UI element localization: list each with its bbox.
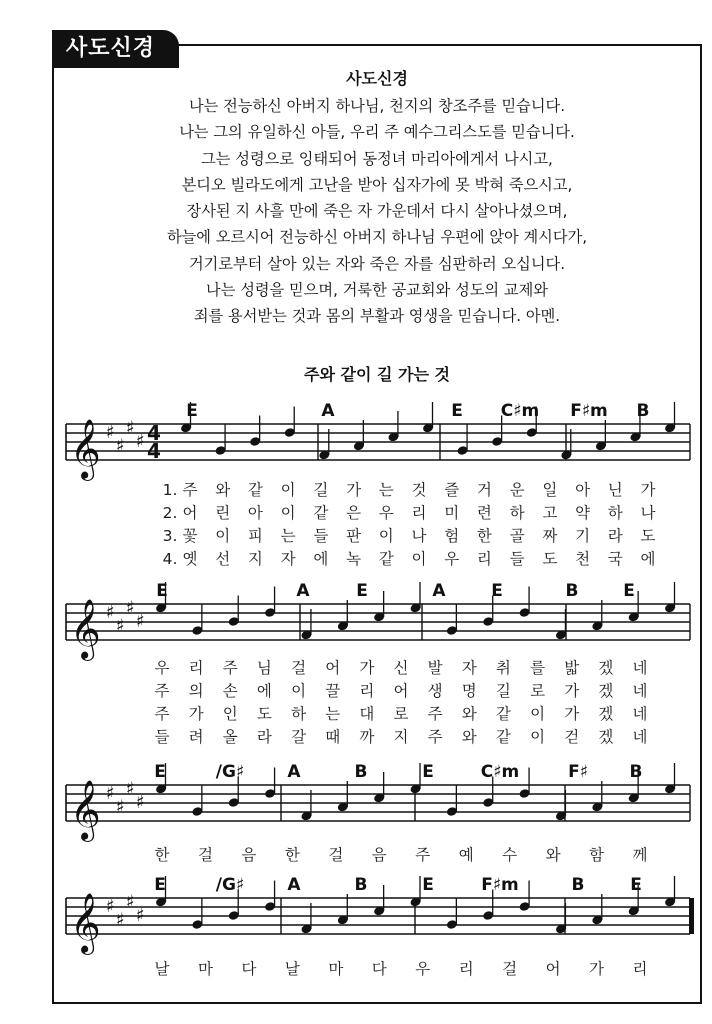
creed-line: 장사된 지 사흘 만에 죽은 자 가운데서 다시 살아나셨으며, bbox=[186, 202, 568, 221]
lyric-syllable: 겠 bbox=[598, 659, 614, 677]
lyric-syllable: 이 bbox=[530, 705, 546, 723]
lyric-syllable: 녹 bbox=[346, 550, 362, 568]
song-title: 주와 같이 길 가는 것 bbox=[304, 365, 450, 384]
lyric-syllable: 겠 bbox=[598, 682, 614, 700]
lyric-syllable: 로 bbox=[393, 705, 409, 723]
lyric-syllable: 수 bbox=[502, 846, 518, 864]
lyric-syllable: 에 bbox=[256, 682, 272, 700]
lyric-syllable: 이 bbox=[280, 481, 296, 499]
chord-symbol: A bbox=[432, 581, 446, 601]
lyric-syllable: 닌 bbox=[607, 481, 623, 499]
lyric-syllable: 로 bbox=[530, 682, 546, 700]
lyric-syllable: 가 bbox=[589, 960, 605, 978]
final-barline bbox=[689, 898, 694, 934]
lyric-syllable: 기 bbox=[575, 527, 591, 545]
lyric-syllable: 이 bbox=[215, 527, 231, 545]
chord-symbol: /G♯ bbox=[215, 762, 245, 782]
sharp-icon: ♯ bbox=[106, 783, 115, 804]
lyric-syllable: 들 bbox=[154, 728, 170, 746]
lyric-syllable: 이 bbox=[280, 504, 296, 522]
chord-symbol: C♯m bbox=[500, 401, 540, 421]
lyric-syllable: 끌 bbox=[325, 682, 341, 700]
lyric-syllable: 한 bbox=[476, 527, 492, 545]
chord-symbol: E bbox=[186, 401, 198, 421]
sharp-icon: ♯ bbox=[136, 431, 145, 452]
lyric-syllable: 는 bbox=[280, 527, 296, 545]
lyric-syllable: 같 bbox=[247, 481, 263, 499]
lyric-syllable: 같 bbox=[495, 728, 511, 746]
lyric-syllable: 가 bbox=[359, 659, 375, 677]
lyric-syllable: 어 bbox=[393, 682, 409, 700]
time-signature-digit: 4 bbox=[147, 439, 161, 463]
lyric-syllable: 걸 bbox=[328, 846, 344, 864]
lyric-syllable: 다 bbox=[241, 960, 257, 978]
lyric-syllable: 하 bbox=[291, 705, 307, 723]
lyric-syllable: 손 bbox=[222, 682, 238, 700]
lyric-syllable: 네 bbox=[632, 682, 648, 700]
lyric-syllable: 마 bbox=[197, 960, 213, 978]
lyric-syllable: 다 bbox=[371, 960, 387, 978]
lyric-syllable: 와 bbox=[461, 728, 477, 746]
lyric-syllable: 에 bbox=[640, 550, 656, 568]
lyric-syllable: 리 bbox=[632, 960, 648, 978]
lyric-syllable: 한 bbox=[154, 846, 170, 864]
lyric-syllable: 날 bbox=[284, 960, 300, 978]
chord-symbol: A bbox=[287, 762, 301, 782]
lyric-syllable: 라 bbox=[256, 728, 272, 746]
lyric-syllable: 에 bbox=[313, 550, 329, 568]
lyric-syllable: 걸 bbox=[197, 846, 213, 864]
sharp-icon: ♯ bbox=[116, 909, 125, 931]
lyric-syllable: 린 bbox=[215, 504, 231, 522]
lyric-syllable: 인 bbox=[222, 705, 238, 723]
sharp-icon: ♯ bbox=[126, 417, 135, 439]
chord-symbol: E bbox=[623, 581, 635, 601]
lyric-syllable: 자 bbox=[280, 550, 296, 568]
lyric-syllable: 자 bbox=[461, 659, 477, 677]
lyric-syllable: 하 bbox=[509, 504, 525, 522]
chord-symbol: E bbox=[154, 875, 166, 895]
chord-symbol: E bbox=[422, 762, 434, 782]
lyric-syllable: 네 bbox=[632, 705, 648, 723]
lyric-syllable: 리 bbox=[188, 659, 204, 677]
lyric-syllable: 취 bbox=[495, 659, 511, 677]
lyric-syllable: 이 bbox=[291, 682, 307, 700]
creed-line: 나는 성령을 믿으며, 거룩한 공교회와 성도의 교제와 bbox=[206, 281, 548, 300]
chord-symbol: F♯m bbox=[570, 401, 608, 421]
lyric-syllable: 와 bbox=[461, 705, 477, 723]
lyric-syllable: 들 bbox=[509, 550, 525, 568]
lyric-syllable: 함 bbox=[589, 846, 605, 864]
lyric-syllable: 걸 bbox=[291, 659, 307, 677]
chord-symbol: A bbox=[287, 875, 301, 895]
lyric-syllable: 도 bbox=[542, 550, 558, 568]
lyric-syllable: 네 bbox=[632, 728, 648, 746]
chord-symbol: B bbox=[354, 762, 368, 782]
lyric-syllable: 나 bbox=[640, 504, 656, 522]
lyric-syllable: 대 bbox=[359, 705, 375, 723]
creed-line: 거기로부터 살아 있는 자와 죽은 자를 심판하러 오십니다. bbox=[188, 254, 566, 273]
chord-symbol: B bbox=[629, 762, 643, 782]
lyric-syllable: 아 bbox=[575, 481, 591, 499]
lyric-syllable: 려 bbox=[188, 728, 204, 746]
lyric-syllable: 께 bbox=[632, 846, 648, 864]
lyric-syllable: 라 bbox=[607, 527, 623, 545]
treble-clef-icon: 𝄞 bbox=[70, 419, 101, 479]
lyric-syllable: 리 bbox=[411, 504, 427, 522]
lyric-syllable: 즐 bbox=[444, 481, 460, 499]
lyric-syllable: 가 bbox=[188, 705, 204, 723]
lyric-syllable: 골 bbox=[509, 527, 525, 545]
lyric-syllable: 우 bbox=[154, 659, 170, 677]
lyric-syllable: 지 bbox=[393, 728, 409, 746]
lyric-syllable: 들 bbox=[313, 527, 329, 545]
verse-number: 2. bbox=[162, 504, 178, 522]
lyric-syllable: 겠 bbox=[598, 705, 614, 723]
lyric-syllable: 주 bbox=[427, 728, 443, 746]
treble-clef-icon: 𝄞 bbox=[70, 599, 101, 659]
creed-line: 나는 전능하신 아버지 하나님, 천지의 창조주를 믿습니다. bbox=[188, 97, 566, 115]
lyric-syllable: 갈 bbox=[291, 728, 307, 746]
sharp-icon: ♯ bbox=[126, 597, 135, 619]
lyric-syllable: 미 bbox=[444, 504, 460, 522]
lyric-syllable: 겠 bbox=[598, 728, 614, 746]
lyric-syllable: 리 bbox=[476, 550, 492, 568]
lyric-syllable: 주 bbox=[182, 481, 198, 499]
chord-symbol: B bbox=[636, 401, 650, 421]
lyric-syllable: 를 bbox=[530, 659, 546, 677]
lyric-syllable: 는 bbox=[378, 481, 394, 499]
lyric-syllable: 와 bbox=[545, 846, 561, 864]
lyric-syllable: 어 bbox=[182, 504, 198, 522]
lyric-syllable: 리 bbox=[458, 960, 474, 978]
lyric-syllable: 우 bbox=[378, 504, 394, 522]
lyric-syllable: 한 bbox=[284, 846, 300, 864]
chord-symbol: B bbox=[571, 875, 585, 895]
chord-symbol: E bbox=[156, 581, 168, 601]
verse-number: 4. bbox=[162, 550, 178, 568]
lyric-syllable: 이 bbox=[411, 550, 427, 568]
chord-symbol: E bbox=[491, 581, 503, 601]
lyric-syllable: 가 bbox=[564, 705, 580, 723]
sharp-icon: ♯ bbox=[136, 611, 145, 632]
lyric-syllable: 길 bbox=[495, 682, 511, 700]
lyric-syllable: 리 bbox=[359, 682, 375, 700]
treble-clef-icon: 𝄞 bbox=[70, 893, 101, 953]
chord-symbol: B bbox=[354, 875, 368, 895]
chord-symbol: E bbox=[422, 875, 434, 895]
lyric-syllable: 아 bbox=[247, 504, 263, 522]
lyric-syllable: 님 bbox=[256, 659, 272, 677]
lyric-syllable: 가 bbox=[564, 682, 580, 700]
lyric-syllable: 음 bbox=[371, 846, 387, 864]
lyric-syllable: 주 bbox=[154, 682, 170, 700]
lyric-syllable: 가 bbox=[640, 481, 656, 499]
lyric-syllable: 주 bbox=[427, 705, 443, 723]
lyric-syllable: 가 bbox=[346, 481, 362, 499]
lyric-syllable: 하 bbox=[607, 504, 623, 522]
lyric-syllable: 생 bbox=[427, 682, 443, 700]
lyric-syllable: 꽃 bbox=[182, 527, 198, 545]
lyric-syllable: 운 bbox=[509, 481, 525, 499]
lyric-syllable: 우 bbox=[444, 550, 460, 568]
chord-symbol: /G♯ bbox=[215, 875, 245, 895]
lyric-syllable: 같 bbox=[378, 550, 394, 568]
verse-number: 3. bbox=[162, 527, 178, 545]
lyric-syllable: 음 bbox=[241, 846, 257, 864]
lyric-syllable: 때 bbox=[325, 728, 341, 746]
chord-symbol: F♯m bbox=[481, 875, 519, 895]
chord-symbol: E bbox=[154, 762, 166, 782]
sharp-icon: ♯ bbox=[116, 615, 125, 637]
lyric-syllable: 이 bbox=[530, 728, 546, 746]
lyric-syllable: 약 bbox=[575, 504, 591, 522]
lyric-syllable: 같 bbox=[313, 504, 329, 522]
creed-line: 본디오 빌라도에게 고난을 받아 십자가에 못 박혀 죽으시고, bbox=[181, 175, 573, 194]
lyric-syllable: 신 bbox=[393, 659, 409, 677]
lyric-syllable: 주 bbox=[415, 846, 431, 864]
chord-symbol: E bbox=[451, 401, 463, 421]
sharp-icon: ♯ bbox=[106, 602, 115, 623]
lyric-syllable: 나 bbox=[411, 527, 427, 545]
lyric-syllable: 밟 bbox=[564, 659, 580, 677]
lyric-syllable: 걸 bbox=[502, 960, 518, 978]
lyric-syllable: 거 bbox=[476, 481, 492, 499]
sharp-icon: ♯ bbox=[126, 891, 135, 913]
lyric-syllable: 짜 bbox=[542, 527, 558, 545]
sharp-icon: ♯ bbox=[106, 422, 115, 443]
chord-symbol: B bbox=[565, 581, 579, 601]
lyric-syllable: 도 bbox=[256, 705, 272, 723]
lyric-syllable: 고 bbox=[542, 504, 558, 522]
chord-symbol: A bbox=[296, 581, 310, 601]
chord-symbol: E bbox=[630, 875, 642, 895]
treble-clef-icon: 𝄞 bbox=[70, 780, 101, 840]
lyric-syllable: 걷 bbox=[564, 728, 580, 746]
lyric-syllable: 선 bbox=[215, 550, 231, 568]
lyric-syllable: 주 bbox=[222, 659, 238, 677]
lyric-syllable: 마 bbox=[328, 960, 344, 978]
creed-line: 나는 그의 유일하신 아들, 우리 주 예수그리스도를 믿습니다. bbox=[179, 123, 575, 142]
lyric-syllable: 일 bbox=[542, 481, 558, 499]
lyric-syllable: 와 bbox=[215, 481, 231, 499]
lyric-syllable: 주 bbox=[154, 705, 170, 723]
lyric-syllable: 국 bbox=[607, 550, 623, 568]
lyric-syllable: 의 bbox=[188, 682, 204, 700]
lyric-syllable: 는 bbox=[325, 705, 341, 723]
lyric-syllable: 것 bbox=[411, 481, 427, 499]
lyric-syllable: 옛 bbox=[182, 550, 198, 568]
sharp-icon: ♯ bbox=[136, 905, 145, 926]
lyric-syllable: 도 bbox=[640, 527, 656, 545]
sharp-icon: ♯ bbox=[116, 796, 125, 818]
lyric-syllable: 발 bbox=[427, 659, 443, 677]
sharp-icon: ♯ bbox=[126, 778, 135, 800]
creed-line: 죄를 용서받는 것과 몸의 부활과 영생을 믿습니다. 아멘. bbox=[193, 307, 561, 326]
lyric-syllable: 은 bbox=[346, 504, 362, 522]
lyric-syllable: 험 bbox=[444, 527, 460, 545]
time-signature-digit: 4 bbox=[147, 421, 161, 445]
section-tab: 사도신경 bbox=[52, 30, 179, 68]
lyric-syllable: 날 bbox=[154, 960, 170, 978]
sharp-icon: ♯ bbox=[106, 896, 115, 917]
creed-title: 사도신경 bbox=[346, 69, 408, 88]
chord-symbol: C♯m bbox=[480, 762, 520, 782]
lyric-syllable: 지 bbox=[247, 550, 263, 568]
lyric-syllable: 이 bbox=[378, 527, 394, 545]
chord-symbol: F♯ bbox=[568, 762, 588, 782]
sharp-icon: ♯ bbox=[136, 792, 145, 813]
lyric-syllable: 까 bbox=[359, 728, 375, 746]
lyric-syllable: 천 bbox=[575, 550, 591, 568]
chord-symbol: E bbox=[356, 581, 368, 601]
lyric-syllable: 네 bbox=[632, 659, 648, 677]
lyric-syllable: 피 bbox=[247, 527, 263, 545]
lyric-syllable: 길 bbox=[313, 481, 329, 499]
chord-symbol: A bbox=[321, 401, 335, 421]
lyric-syllable: 명 bbox=[461, 682, 477, 700]
lyric-syllable: 판 bbox=[346, 527, 362, 545]
lyric-syllable: 어 bbox=[325, 659, 341, 677]
lyric-syllable: 우 bbox=[415, 960, 431, 978]
lyric-syllable: 올 bbox=[222, 728, 238, 746]
lyric-syllable: 같 bbox=[495, 705, 511, 723]
sharp-icon: ♯ bbox=[116, 435, 125, 457]
verse-number: 1. bbox=[162, 481, 178, 499]
lyric-syllable: 예 bbox=[458, 846, 474, 864]
creed-line: 그는 성령으로 잉태되어 동정녀 마리아에게서 나시고, bbox=[201, 149, 553, 168]
lyric-syllable: 어 bbox=[545, 960, 561, 978]
creed-line: 하늘에 오르시어 전능하신 아버지 하나님 우편에 앉아 계시다가, bbox=[166, 228, 588, 247]
lyric-syllable: 련 bbox=[476, 504, 492, 522]
